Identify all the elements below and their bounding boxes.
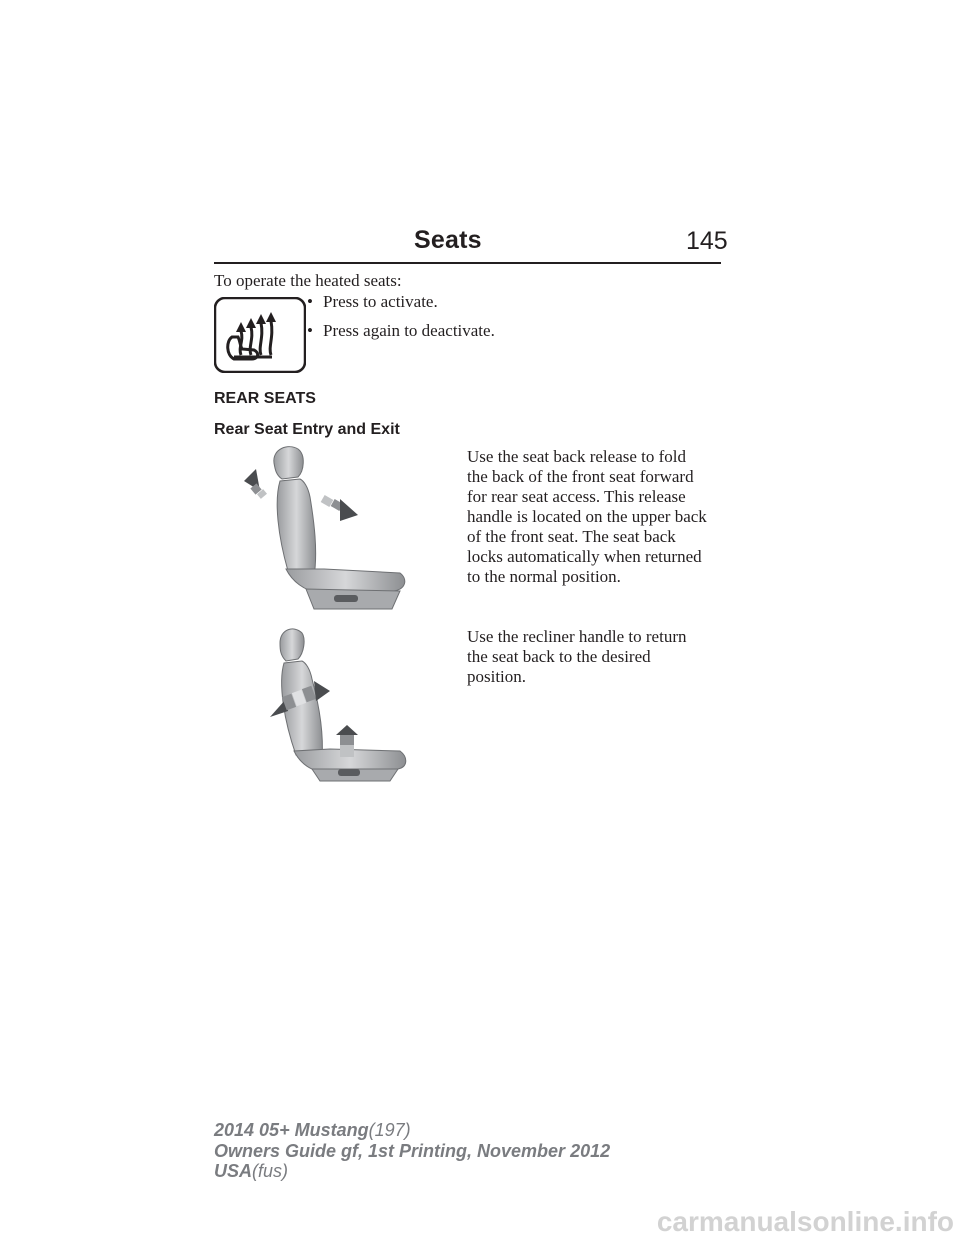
rear-seats-heading: REAR SEATS [214,390,316,407]
bullet-icon: • [307,321,313,340]
list-item: • Press to activate. [307,292,438,311]
footer-line-3: USA(fus) [214,1161,289,1181]
header-rule [214,262,721,264]
list-item: • Press again to deactivate. [307,321,495,340]
page-number: 145 [686,227,728,255]
bullet-icon: • [307,292,313,311]
page-title: Seats [414,226,482,254]
recliner-handle-paragraph: Use the recliner handle to return the seat back to the desired position. [467,627,687,686]
seat-back-release-illustration [214,441,466,616]
recliner-handle-illustration [214,621,466,791]
footer-line-1: 2014 05+ Mustang(197) [214,1120,411,1140]
heated-seat-icon [214,297,306,373]
heated-seats-intro: To operate the heated seats: [214,271,402,290]
watermark: carmanualsonline.info [656,1206,954,1237]
footer-line-2: Owners Guide gf, 1st Printing, November 2012 [214,1141,611,1161]
seat-back-release-paragraph: Use the seat back release to fold the back of the front seat forward for rear seat access. This release handle is located on the upper back of the front seat. The seat back locks automatically when returned to the normal position. [467,447,707,586]
rear-seat-entry-subheading: Rear Seat Entry and Exit [214,421,400,438]
heated-seats-bullet-list [307,292,495,341]
